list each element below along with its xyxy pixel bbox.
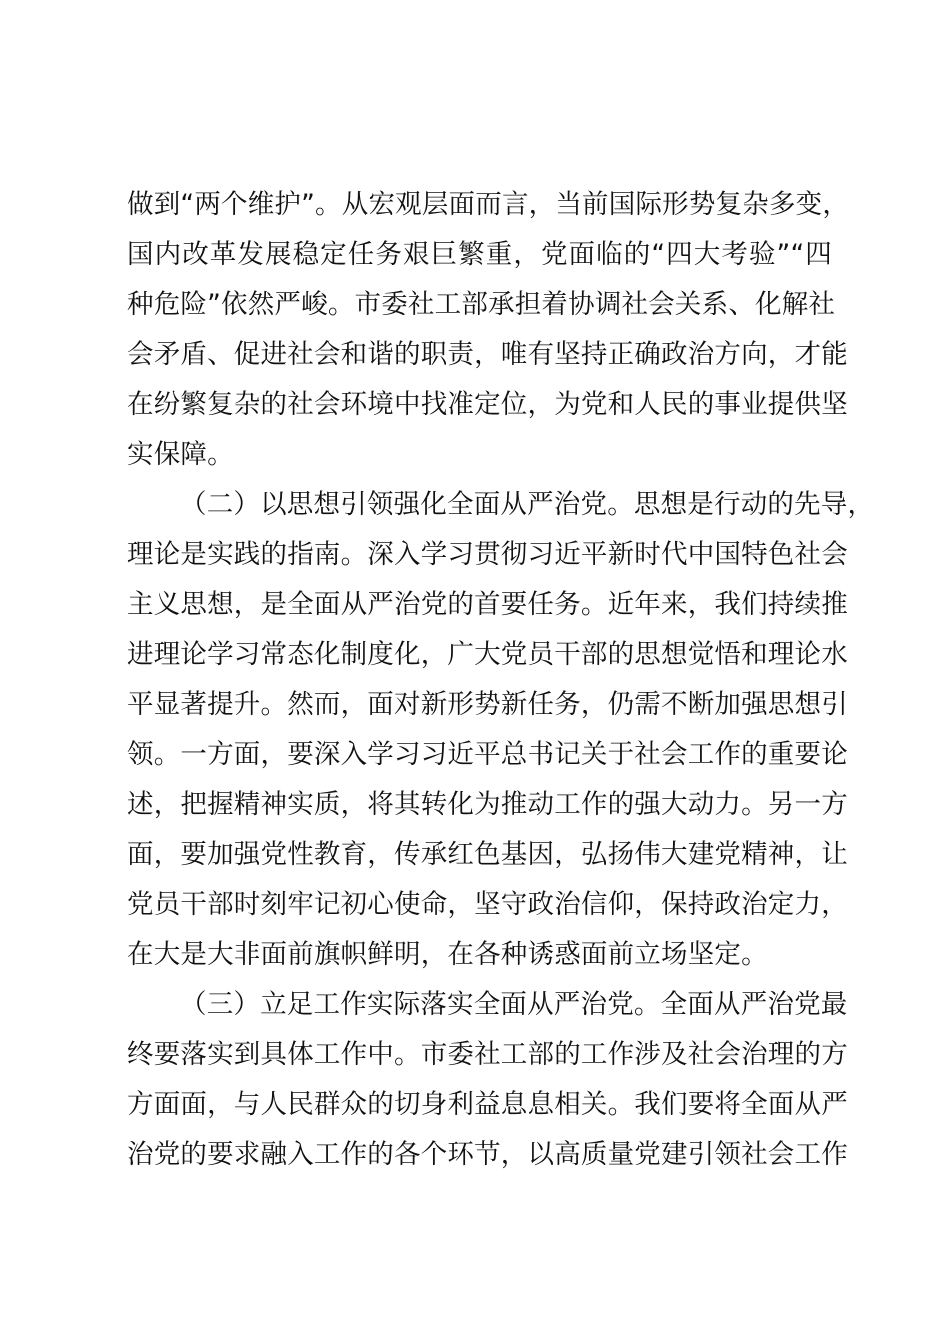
- text-line: 方面面，与人民群众的切身利益息息相关。我们要将全面从严: [127, 1089, 848, 1120]
- text-line: 党员干部时刻牢记初心使命，坚守政治信仰，保持政治定力，: [127, 889, 848, 920]
- text-line: 实保障。: [127, 439, 234, 470]
- body-text: [127, 180, 875, 1180]
- paragraph-1: [127, 180, 850, 480]
- paragraph-3: [127, 980, 848, 1180]
- text-line: 在大是大非面前旗帜鲜明，在各种诱惑面前立场坚定。: [127, 939, 768, 970]
- text-line: 做到“两个维护”。从宏观层面而言，当前国际形势复杂多变，: [127, 189, 850, 220]
- text-line: 在纷繁复杂的社会环境中找准定位，为党和人民的事业提供坚: [127, 389, 848, 420]
- text-line: 治党的要求融入工作的各个环节，以高质量党建引领社会工作: [127, 1139, 848, 1170]
- text-line: 述，把握精神实质，将其转化为推动工作的强大动力。另一方: [127, 789, 848, 820]
- text-line: 会矛盾、促进社会和谐的职责，唯有坚持正确政治方向，才能: [127, 339, 848, 370]
- text-line: 进理论学习常态化制度化，广大党员干部的思想觉悟和理论水: [127, 639, 848, 670]
- text-line: （二）以思想引领强化全面从严治党。思想是行动的先导，: [180, 489, 875, 520]
- text-line: 面，要加强党性教育，传承红色基因，弘扬伟大建党精神，让: [127, 839, 848, 870]
- text-line: 主义思想，是全面从严治党的首要任务。近年来，我们持续推: [127, 589, 848, 620]
- text-line: 种危险”依然严峻。市委社工部承担着协调社会关系、化解社: [127, 289, 836, 320]
- text-line: 理论是实践的指南。深入学习贯彻习近平新时代中国特色社会: [127, 539, 848, 570]
- text-line: （三）立足工作实际落实全面从严治党。全面从严治党最: [180, 989, 848, 1020]
- text-line: 平显著提升。然而，面对新形势新任务，仍需不断加强思想引: [127, 689, 848, 720]
- text-line: 领。一方面，要深入学习习近平总书记关于社会工作的重要论: [127, 739, 848, 770]
- text-line: 终要落实到具体工作中。市委社工部的工作涉及社会治理的方: [127, 1039, 848, 1070]
- paragraph-2: [127, 480, 875, 980]
- text-line: 国内改革发展稳定任务艰巨繁重，党面临的“四大考验”“四: [127, 239, 832, 270]
